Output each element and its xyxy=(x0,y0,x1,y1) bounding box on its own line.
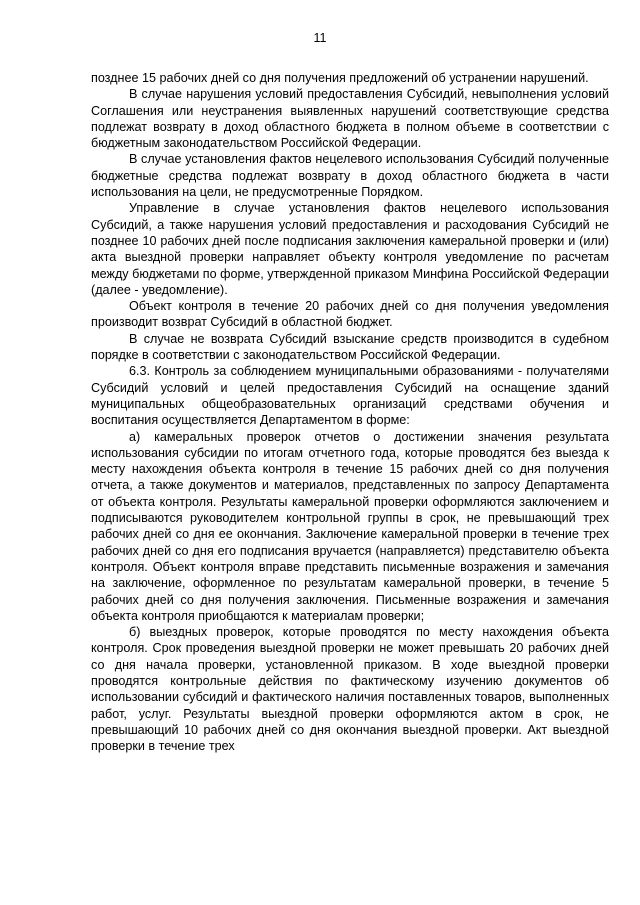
paragraph: В случае установления фактов нецелевого использования Субсидий полученные бюджетные средства подлежат возврату в доход областного бюджета в части использования на цели, не предусмотренные Порядком. xyxy=(91,152,609,200)
document-body xyxy=(91,70,609,754)
paragraph: Управление в случае установления фактов нецелевого использования Субсидий, а также нарушения условий предоставления и расходования Субсидий не позднее 10 рабочих дней после подписания заключения камеральной проверки и (или) акта выездной проверки направляет объекту контроля уведомление по расчетам между бюджетами по форме, утвержденной приказом Минфина Российской Федерации (далее - уведомление). xyxy=(91,201,609,297)
page-number: 11 xyxy=(313,31,327,45)
paragraph: а) камеральных проверок отчетов о достижении значения результата использования субсидии по итогам отчетного года, которые проводятся без выезда к месту нахождения объекта контроля в течение 15 рабочих дней со дня получения отчета, а также документов и материалов, представленных по запросу Департамента от объекта контроля. Результаты камеральной проверки оформляются заключением и подписываются руководителем контрольной группы в срок, не превышающий трех рабочих дней со дня ее окончания. Заключение камеральной проверки в течение трех рабочих дней со дня его подписания вручается (направляется) представителю объекта контроля. Объект контроля вправе представить письменные возражения и замечания на заключение, оформленное по результатам камеральной проверки, в течение 5 рабочих дней со дня получения заключения. Письменные возражения и замечания объекта контроля приобщаются к материалам проверки; xyxy=(91,429,609,623)
paragraph: б) выездных проверок, которые проводятся по месту нахождения объекта контроля. Срок проведения выездной проверки не может превышать 20 рабочих дней со дня начала проверки, установленной приказом. В ходе выездной проверки проводятся контрольные действия по фактическому изучению документов об использовании субсидий и фактического наличия поставленных товаров, выполненных работ, услуг. Результаты выездной проверки оформляются актом в срок, не превышающий 10 рабочих дней со дня окончания выездной проверки. Акт выездной проверки в течение трех xyxy=(91,625,609,754)
paragraph: В случае не возврата Субсидий взыскание средств производится в судебном порядке в соответствии с законодательством Российской Федерации. xyxy=(91,331,609,363)
paragraph: Объект контроля в течение 20 рабочих дней со дня получения уведомления производит возврат Субсидий в областной бюджет. xyxy=(91,299,609,330)
paragraph: позднее 15 рабочих дней со дня получения предложений об устранении нарушений. xyxy=(91,71,589,85)
paragraph: В случае нарушения условий предоставления Субсидий, невыполнения условий Соглашения или неустранения выявленных нарушений соответствующие средства подлежат возврату в доход областного бюджета в полном объеме в соответствии с бюджетным законодательством Российской Федерации. xyxy=(91,87,609,151)
paragraph: 6.3. Контроль за соблюдением муниципальными образованиями - получателями Субсидий условий и целей предоставления Субсидий на оснащение зданий муниципальных общеобразовательных организаций средствами обучения и воспитания осуществляется Департаментом в форме: xyxy=(91,364,609,428)
